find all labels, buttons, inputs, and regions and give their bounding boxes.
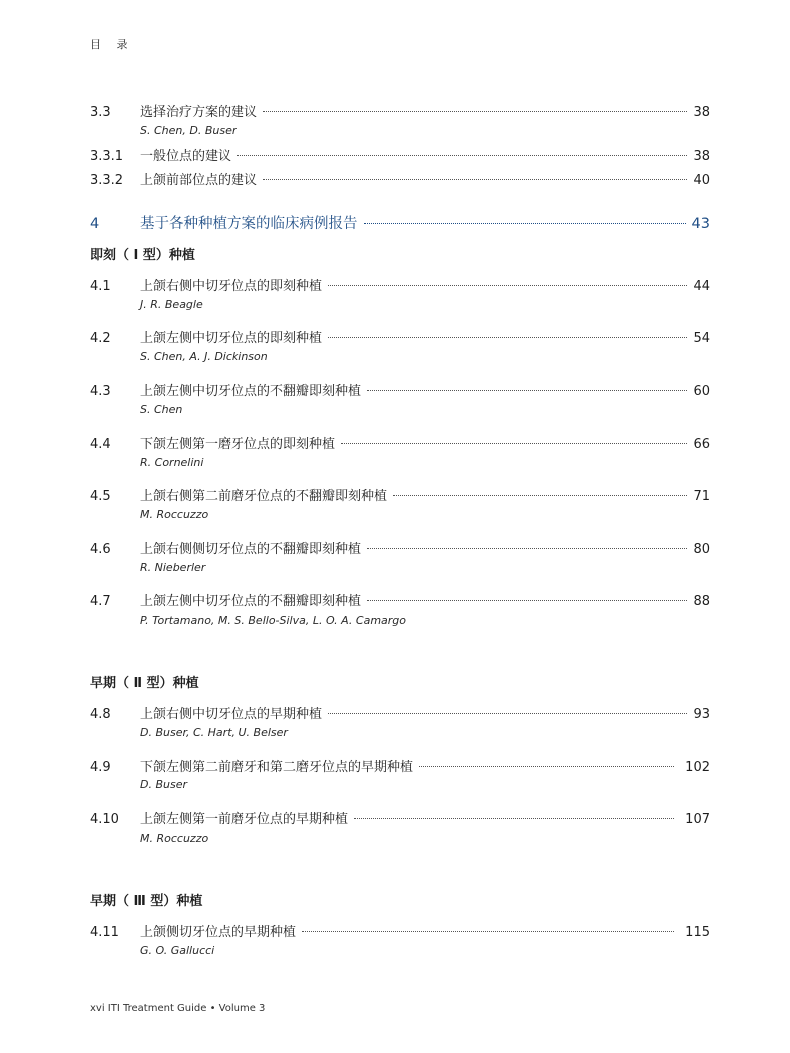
entry-author: R. Cornelini (140, 456, 204, 469)
entry-number: 4.3 (90, 384, 111, 399)
toc-entry[interactable] (90, 169, 710, 189)
chapter-page: 43 (691, 216, 710, 232)
entry-author: G. O. Gallucci (140, 944, 215, 957)
leader-dots (367, 548, 687, 549)
entry-number: 3.3.1 (90, 149, 124, 164)
category-heading: 早期（ Ⅲ 型）种植 (90, 894, 203, 909)
leader-dots (367, 600, 687, 601)
leader-dots (354, 818, 674, 819)
entry-author: R. Nieberler (140, 561, 206, 574)
entry-title: 上颌侧切牙位点的早期种植 (140, 925, 297, 940)
toc-entry[interactable] (90, 808, 710, 828)
entry-page: 40 (693, 173, 710, 188)
chapter-heading[interactable] (90, 212, 710, 234)
page-header-title: 目 录 (90, 38, 134, 51)
leader-dots (393, 495, 687, 496)
entry-number: 4.9 (90, 760, 111, 775)
entry-title: 上颌右侧中切牙位点的即刻种植 (140, 279, 323, 294)
entry-author: D. Buser, C. Hart, U. Belser (140, 726, 288, 739)
entry-page: 66 (693, 437, 710, 452)
leader-dots (419, 766, 674, 767)
entry-page: 60 (693, 384, 710, 399)
chapter-number: 4 (90, 216, 100, 232)
leader-dots (328, 713, 687, 714)
entry-title: 选择治疗方案的建议 (140, 105, 258, 120)
entry-author: J. R. Beagle (140, 298, 203, 311)
entry-author: S. Chen, D. Buser (140, 124, 237, 137)
entry-number: 3.3.2 (90, 173, 124, 188)
entry-number: 4.7 (90, 594, 111, 609)
entry-title: 下颌左侧第一磨牙位点的即刻种植 (140, 437, 336, 452)
entry-title: 上颌右侧侧切牙位点的不翻瓣即刻种植 (140, 542, 362, 557)
entry-page: 44 (693, 279, 710, 294)
toc-entry[interactable] (90, 433, 710, 453)
leader-dots (341, 443, 687, 444)
entry-author: S. Chen, A. J. Dickinson (140, 350, 268, 363)
entry-title: 上颌左侧中切牙位点的不翻瓣即刻种植 (140, 384, 362, 399)
entry-number: 3.3 (90, 105, 111, 120)
entry-number: 4.8 (90, 707, 111, 722)
category-heading: 早期（ Ⅱ 型）种植 (90, 676, 199, 691)
toc-entry[interactable] (90, 380, 710, 400)
entry-page: 54 (693, 331, 710, 346)
toc-entry[interactable] (90, 485, 710, 505)
toc-entry[interactable] (90, 756, 710, 776)
entry-author: D. Buser (140, 778, 188, 791)
entry-page: 71 (693, 489, 710, 504)
entry-page: 38 (693, 149, 710, 164)
entry-title: 上颌左侧中切牙位点的不翻瓣即刻种植 (140, 594, 362, 609)
entry-title: 上颌右侧第二前磨牙位点的不翻瓣即刻种植 (140, 489, 388, 504)
entry-title: 一般位点的建议 (140, 149, 232, 164)
entry-number: 4.11 (90, 925, 119, 940)
toc-entry[interactable] (90, 590, 710, 610)
page-footer: xvi ITI Treatment Guide • Volume 3 (90, 1003, 266, 1014)
toc-entry[interactable] (90, 921, 710, 941)
toc-entry[interactable] (90, 703, 710, 723)
entry-number: 4.2 (90, 331, 111, 346)
entry-number: 4.5 (90, 489, 111, 504)
entry-title: 上颌左侧中切牙位点的即刻种植 (140, 331, 323, 346)
toc-entry[interactable] (90, 275, 710, 295)
toc-entry[interactable] (90, 327, 710, 347)
entry-page: 88 (693, 594, 710, 609)
entry-number: 4.10 (90, 812, 119, 827)
leader-dots (364, 223, 686, 224)
entry-title: 上颌前部位点的建议 (140, 173, 258, 188)
entry-page: 107 (685, 812, 710, 827)
entry-number: 4.6 (90, 542, 111, 557)
toc-entry[interactable] (90, 538, 710, 558)
entry-author: S. Chen (140, 403, 183, 416)
entry-page: 115 (685, 925, 710, 940)
leader-dots (263, 111, 687, 112)
entry-page: 93 (693, 707, 710, 722)
entry-author: M. Roccuzzo (140, 508, 209, 521)
entry-page: 102 (685, 760, 710, 775)
entry-title: 上颌右侧中切牙位点的早期种植 (140, 707, 323, 722)
leader-dots (328, 337, 687, 338)
category-heading: 即刻（ Ⅰ 型）种植 (90, 248, 195, 263)
leader-dots (237, 155, 687, 156)
leader-dots (302, 931, 674, 932)
leader-dots (263, 179, 687, 180)
toc-entry[interactable] (90, 101, 710, 121)
entry-page: 80 (693, 542, 710, 557)
entry-title: 上颌左侧第一前磨牙位点的早期种植 (140, 812, 349, 827)
leader-dots (367, 390, 687, 391)
toc-entry[interactable] (90, 145, 710, 165)
entry-author: P. Tortamano, M. S. Bello-Silva, L. O. A. Camargo (140, 614, 407, 627)
entry-title: 下颌左侧第二前磨牙和第二磨牙位点的早期种植 (140, 760, 414, 775)
entry-number: 4.4 (90, 437, 111, 452)
leader-dots (328, 285, 687, 286)
entry-number: 4.1 (90, 279, 111, 294)
entry-page: 38 (693, 105, 710, 120)
chapter-title: 基于各种种植方案的临床病例报告 (140, 216, 358, 232)
entry-author: M. Roccuzzo (140, 832, 209, 845)
